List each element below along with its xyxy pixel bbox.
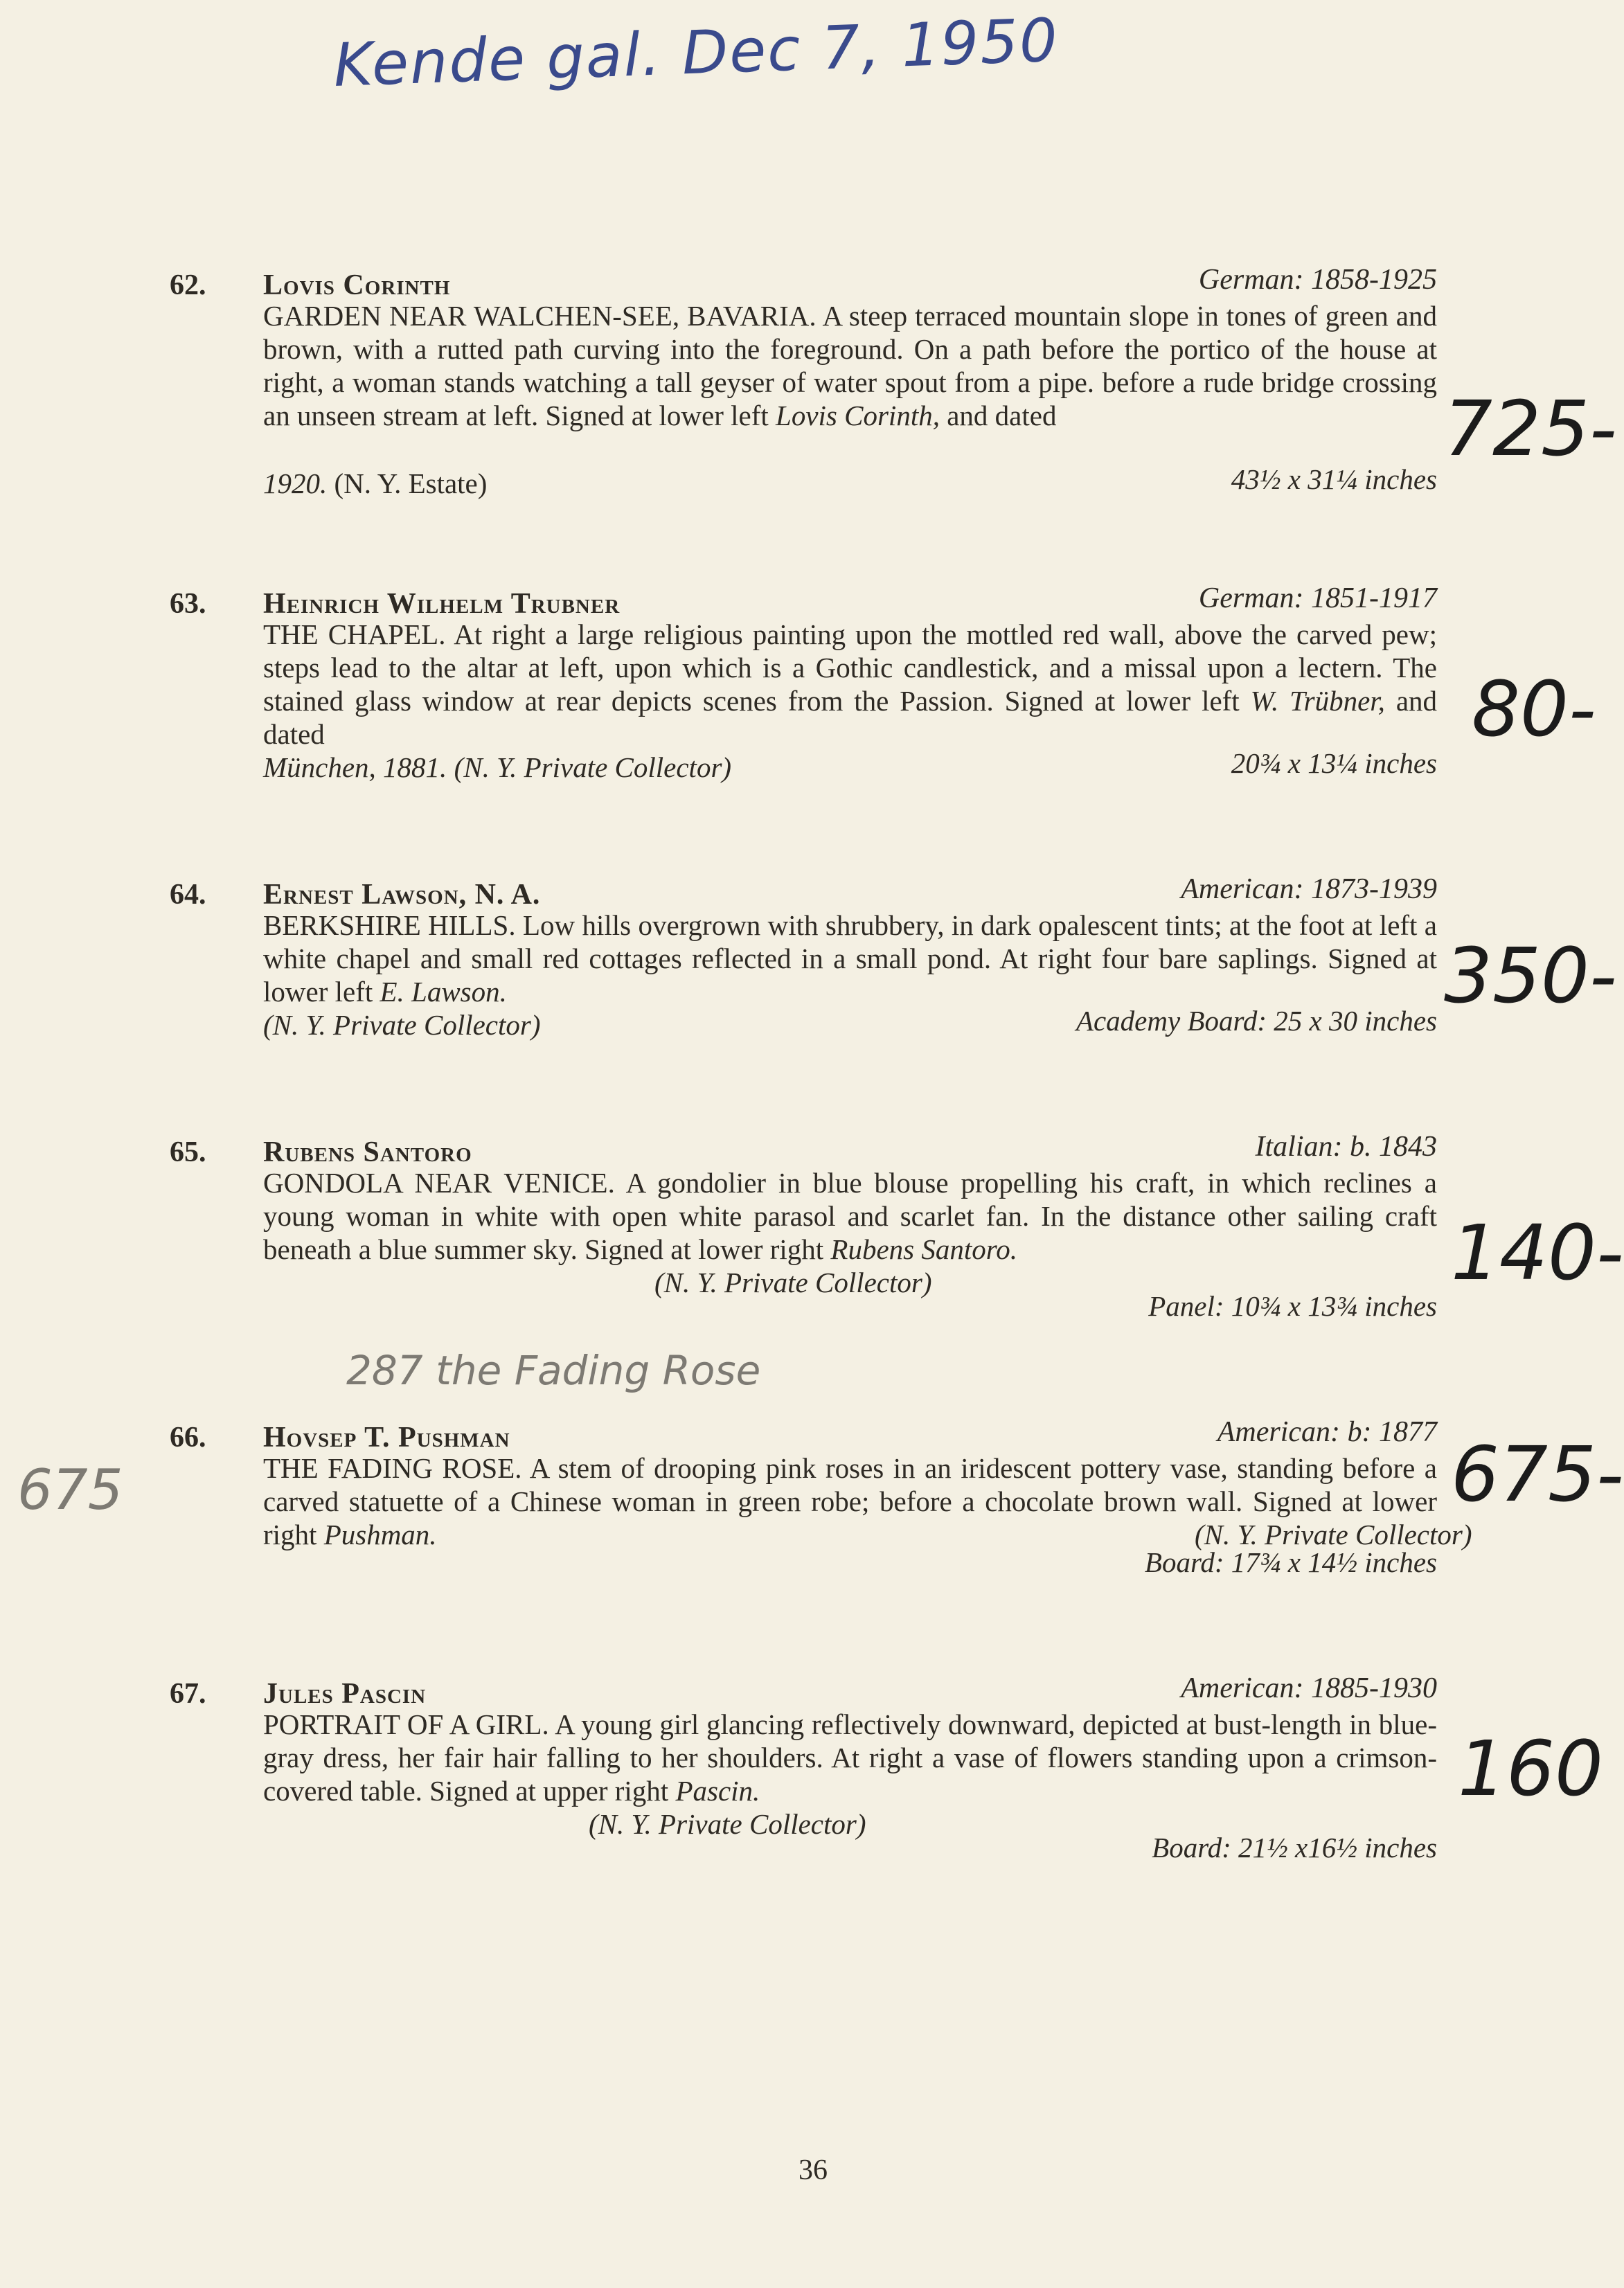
lot-collection: (N. Y. Private Collector) xyxy=(263,1009,541,1041)
lot-title: THE FADING ROSE. xyxy=(263,1452,522,1484)
lot-description-text: A young girl glancing reflectively downward, depicted at bust-length in blue-gray dress, her fair hair falling to her shoulders. At right a vase of flowers standing upon a crimson-covered table. Signed at upper right xyxy=(263,1708,1437,1807)
lot-dimensions: 43½ x 31¼ inches xyxy=(1231,463,1437,495)
lot-signature: Lovis Corinth, xyxy=(776,400,940,431)
lot-date: München, 1881. xyxy=(263,751,447,783)
lot-dimensions: Academy Board: 25 x 30 inches xyxy=(1076,1005,1437,1037)
handwritten-header-note: Kende gal. Dec 7, 1950 xyxy=(332,6,1060,100)
artist-name: Jules Pascin xyxy=(263,1678,427,1710)
lot-title: GARDEN NEAR WALCHEN-SEE, BAVARIA. xyxy=(263,300,817,332)
artist-nationality: Italian: b. 1843 xyxy=(1255,1131,1437,1163)
lot-description-text: At right a large religious painting upon the mottled red wall, above the carved pew; steps lead to the altar at left, upon which is a Gothic candlestick, and a missal upon a lectern. The stained glass window at rear depicts scenes from the Passion. Signed at lower left xyxy=(263,618,1437,717)
after-signature-text: and dated xyxy=(947,400,1057,431)
lot-number: 63. xyxy=(170,588,206,620)
lot-number: 65. xyxy=(170,1136,206,1168)
lot-collection: München, 1881. (N. Y. Private Collector) xyxy=(263,751,732,783)
lot-dimensions: Board: 21½ x16½ inches xyxy=(1152,1832,1437,1864)
handwritten-price-67: 160 xyxy=(1458,1724,1603,1813)
artist-name: Heinrich Wilhelm Trubner xyxy=(263,588,621,620)
lot-description-text: A steep terraced mountain slope in tones of green and brown, with a rutted path curving into the foreground. On a path before the portico of the house at right, a woman stands watching a tall geyser of water spout from a pipe. before a rude bridge crossing an unseen stream at left. Signed at lower left xyxy=(263,300,1437,431)
artist-nationality: German: 1851-1917 xyxy=(1198,582,1437,614)
artist-name: Hovsep T. Pushman xyxy=(263,1422,510,1454)
lot-signature: Rubens Santoro. xyxy=(830,1233,1017,1265)
lot-description xyxy=(263,1708,1437,1807)
catalog-entry-64 xyxy=(170,873,1437,1051)
lot-collection: (N. Y. Private Collector) xyxy=(589,1808,866,1840)
catalog-entry-66 xyxy=(170,1416,1472,1601)
lot-description xyxy=(263,909,1437,1008)
lot-description-text: Low hills overgrown with shrubbery, in dark opalescent tints; at the foot at left a white chapel and small red cottages reflected in a small pond. At right four bare saplings. Signed at lower left xyxy=(263,909,1437,1008)
lot-date: 1920. xyxy=(263,467,328,499)
lot-title: THE CHAPEL. xyxy=(263,618,446,650)
catalog-entry-62 xyxy=(170,264,1437,508)
lot-signature: Pushman. xyxy=(323,1519,437,1550)
lot-number: 62. xyxy=(170,269,206,301)
lot-dimensions: 20¾ x 13¼ inches xyxy=(1231,747,1437,779)
artist-nationality: American: 1885-1930 xyxy=(1181,1672,1437,1704)
lot-description xyxy=(263,299,1437,432)
handwritten-price-62: 725- xyxy=(1444,384,1617,473)
lot-signature: E. Lawson. xyxy=(380,976,507,1008)
artist-name: Lovis Corinth xyxy=(263,269,451,301)
lot-title: GONDOLA NEAR VENICE. xyxy=(263,1167,615,1199)
lot-description-text: A stem of drooping pink roses in an iridescent pottery vase, standing before a carved statuette of a Chinese woman in green robe; before a chocolate brown wall. Signed at lower right xyxy=(263,1452,1438,1550)
lot-collection: (N. Y. Private Collector) xyxy=(654,1267,932,1298)
handwritten-price-66: 675- xyxy=(1451,1430,1624,1519)
catalog-entry-67 xyxy=(170,1672,1437,1871)
lot-description-text: A gondolier in blue blouse propelling his craft, in which reclines a young woman in white with open white parasol and scarlet fan. In the distance other sailing craft beneath a blue summer sky. Signed at lower right xyxy=(263,1167,1437,1265)
handwritten-price-64: 350- xyxy=(1444,931,1617,1020)
lot-description xyxy=(263,618,1437,751)
page-number: 36 xyxy=(798,2154,828,2186)
handwritten-price-65: 140- xyxy=(1451,1208,1624,1297)
lot-signature: Pascin. xyxy=(675,1775,760,1807)
lot-title: PORTRAIT OF A GIRL. xyxy=(263,1708,549,1740)
artist-nationality: American: b: 1877 xyxy=(1217,1416,1437,1448)
lot-number: 66. xyxy=(170,1422,206,1454)
catalog-entry-65 xyxy=(170,1131,1437,1337)
artist-nationality: American: 1873-1939 xyxy=(1181,873,1437,905)
catalog-entry-63 xyxy=(170,582,1438,795)
pencil-margin-note: 675 xyxy=(17,1458,123,1522)
lot-signature: W. Trübner, xyxy=(1250,685,1385,717)
handwritten-price-63: 80- xyxy=(1472,665,1596,753)
lot-collection: (N. Y. Private Collector) xyxy=(1195,1519,1472,1550)
after-signature-text: and dated xyxy=(263,685,1438,750)
pencil-note-fading-rose: 287 the Fading Rose xyxy=(346,1347,761,1394)
lot-number: 64. xyxy=(170,879,206,911)
lot-description xyxy=(263,1166,1437,1266)
lot-dimensions: Panel: 10¾ x 13¾ inches xyxy=(1148,1290,1437,1322)
lot-collection: 1920. (N. Y. Estate) xyxy=(263,467,488,499)
artist-name: Ernest Lawson, N. A. xyxy=(263,879,541,911)
lot-dimensions: Board: 17¾ x 14½ inches xyxy=(1144,1546,1437,1578)
artist-name: Rubens Santoro xyxy=(263,1136,472,1168)
lot-number: 67. xyxy=(170,1678,206,1710)
artist-nationality: German: 1858-1925 xyxy=(1198,264,1437,296)
lot-title: BERKSHIRE HILLS. xyxy=(263,909,516,941)
